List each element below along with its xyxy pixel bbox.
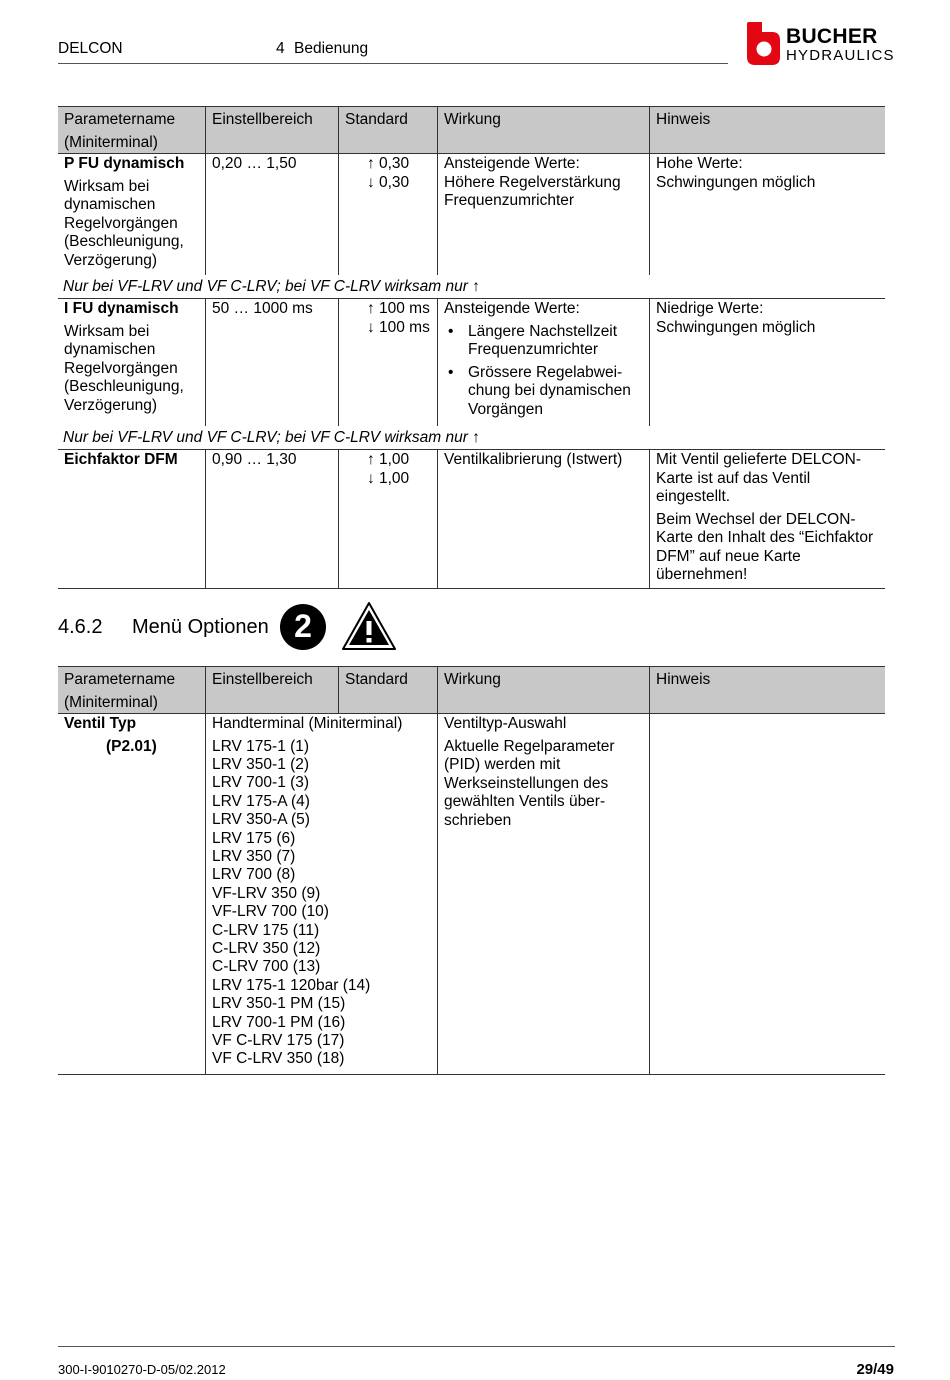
param-effect: Ansteigende Werte: Höhere Regelverstärkung Frequenzumrichter (437, 154, 649, 275)
param-description: Wirksam bei dynamischen Regelvorgängen (Beschleunigung, Verzögerung) (64, 177, 184, 269)
section-heading (58, 612, 269, 642)
list-item: LRV 350 (7) (212, 847, 296, 865)
bucher-logo (746, 22, 896, 66)
footer-doc-id: 300-I-9010270-D-05/02.2012 (58, 1362, 226, 1377)
table1-header-standard: Standard (338, 107, 437, 153)
footer-page-number: 29/49 (856, 1361, 894, 1378)
arrow-down-icon: ↓ (367, 469, 375, 487)
list-item: C-LRV 350 (12) (212, 939, 321, 957)
table2-header-name: Parametername (Miniterminal) (64, 671, 176, 711)
table1-header-row (58, 106, 885, 154)
param-code: (P2.01) (106, 737, 157, 755)
table2-header-standard: Standard (338, 667, 437, 713)
arrow-up-icon: ↑ (367, 155, 375, 172)
list-item: LRV 350-1 PM (15) (212, 995, 346, 1013)
param-name: Ventil Typ (64, 715, 137, 732)
table1-header-name: Parametername (Miniterminal) (64, 111, 176, 151)
list-item: LRV 175 (6) (212, 829, 296, 847)
svg-text:2: 2 (294, 608, 312, 644)
param-name: P FU dynamisch (64, 155, 185, 172)
parameter-table-2 (58, 666, 885, 1075)
header-product: DELCON (58, 40, 123, 57)
param-range: 50 … 1000 ms (205, 299, 338, 426)
param-hint (649, 714, 885, 1074)
list-item: • Grössere Regelabwei-chung bei dynamischen Vorgängen (444, 364, 643, 420)
section-number: 4.6.2 (58, 616, 103, 638)
param-range: 0,90 … 1,30 (205, 450, 338, 588)
param-hint: Mit Ventil gelieferte DELCON-Karte ist auf das Ventil eingestellt. Beim Wechsel der DELCON-Karte den Inhalt des “Eichfaktor DFM” auf neue Karte übernehmen! (649, 450, 885, 588)
list-item: LRV 700-1 (3) (212, 774, 310, 792)
param-range: 0,20 … 1,50 (205, 154, 338, 275)
arrow-up-icon: ↑ (367, 451, 375, 468)
list-item: VF C-LRV 350 (18) (212, 1050, 345, 1068)
list-item: VF-LRV 350 (9) (212, 884, 321, 902)
list-item: LRV 350-A (5) (212, 811, 310, 829)
logo-text-bucher: BUCHER (786, 25, 878, 48)
param-range: Handterminal (Miniterminal) LRV 175-1 (1) LRV 350-1 (2) LRV 700-1 (3) LRV 175-A (4) LRV 350-A (5) LRV 175 (6) LRV 350 (7) LRV 700 (8) VF-LRV 350 (9) VF-LRV 700 (10) C-LRV 175 (11) C-LRV 350 (12) C-LRV 700 (13) LRV 175-1 120bar (14) LRV 350-1 PM (15) LRV 700-1 PM (16) VF C-LRV 175 (17) VF C-LRV 350 (18) (205, 714, 437, 1074)
table1-header-range: Einstellbereich (205, 107, 338, 153)
level-2-badge-icon (280, 604, 326, 650)
param-name-cell (58, 714, 205, 1074)
param-standard: ↑ 1,00 ↓ 1,00 (338, 450, 437, 588)
arrow-down-icon: ↓ (367, 318, 375, 336)
table-row (58, 154, 885, 275)
param-name-cell (58, 154, 205, 275)
list-item: VF C-LRV 175 (17) (212, 1032, 345, 1049)
section-title: Menü Optionen (132, 616, 269, 638)
param-name-cell (58, 450, 205, 588)
effect-bullet-list (444, 323, 643, 420)
param-name-cell (58, 299, 205, 426)
param-name: I FU dynamisch (64, 300, 179, 317)
param-name: Eichfaktor DFM (64, 451, 178, 468)
parameter-table-1 (58, 106, 885, 589)
list-item: • Längere Nachstellzeit Frequenzumrichter (444, 323, 643, 360)
param-description: Wirksam bei dynamischen Regelvorgängen (Beschleunigung, Verzögerung) (64, 322, 184, 414)
warning-triangle-icon (341, 601, 397, 651)
list-item: C-LRV 700 (13) (212, 958, 321, 976)
header-chapter-num: 4 (276, 40, 285, 57)
list-item: LRV 175-1 120bar (14) (212, 976, 371, 994)
logo-text-hydraulics: HYDRAULICS (786, 47, 895, 64)
list-item: LRV 175-A (4) (212, 792, 310, 810)
list-item: C-LRV 175 (11) (212, 921, 320, 939)
table1-header-hint: Hinweis (649, 107, 885, 153)
footer-rule (58, 1346, 895, 1347)
arrow-up-icon: ↑ (367, 300, 375, 317)
list-item: LRV 700-1 PM (16) (212, 1013, 346, 1031)
list-item: LRV 350-1 (2) (212, 755, 310, 773)
table-row (58, 450, 885, 589)
list-item: LRV 175-1 (1) (212, 737, 310, 755)
table2-header-hint: Hinweis (649, 667, 885, 713)
param-effect: Ventilkalibrierung (Istwert) (437, 450, 649, 588)
table1-header-effect: Wirkung (437, 107, 649, 153)
param-effect: Ventiltyp-Auswahl Aktuelle Regelparameter (PID) werden mit Werkseinstellungen des gewählten Ventils über-schrieben (437, 714, 649, 1074)
arrow-down-icon: ↓ (367, 173, 375, 191)
table-row (58, 299, 885, 426)
table2-header-row (58, 666, 885, 714)
row-note: Nur bei VF-LRV und VF C-LRV; bei VF C-LRV wirksam nur ↑ (58, 275, 885, 299)
param-effect: Ansteigende Werte: • Längere Nachstellzeit Frequenzumrichter • Grössere Regelabwei-chung bei dynamischen Vorgängen (437, 299, 649, 426)
valve-type-options (212, 738, 431, 1069)
table2-header-range: Einstellbereich (205, 667, 338, 713)
param-hint: Niedrige Werte: Schwingungen möglich (649, 299, 885, 426)
header-rule (58, 63, 728, 64)
list-item: VF-LRV 700 (10) (212, 903, 329, 921)
param-standard: ↑ 100 ms ↓ 100 ms (338, 299, 437, 426)
row-note: Nur bei VF-LRV und VF C-LRV; bei VF C-LRV wirksam nur ↑ (58, 426, 885, 450)
bucher-logo-mark-icon (746, 22, 781, 65)
param-standard: ↑ 0,30 ↓ 0,30 (338, 154, 437, 275)
param-hint: Hohe Werte: Schwingungen möglich (649, 154, 885, 275)
table-row (58, 714, 885, 1075)
header-chapter-title: Bedienung (294, 40, 369, 57)
table2-header-effect: Wirkung (437, 667, 649, 713)
list-item: LRV 700 (8) (212, 866, 296, 884)
